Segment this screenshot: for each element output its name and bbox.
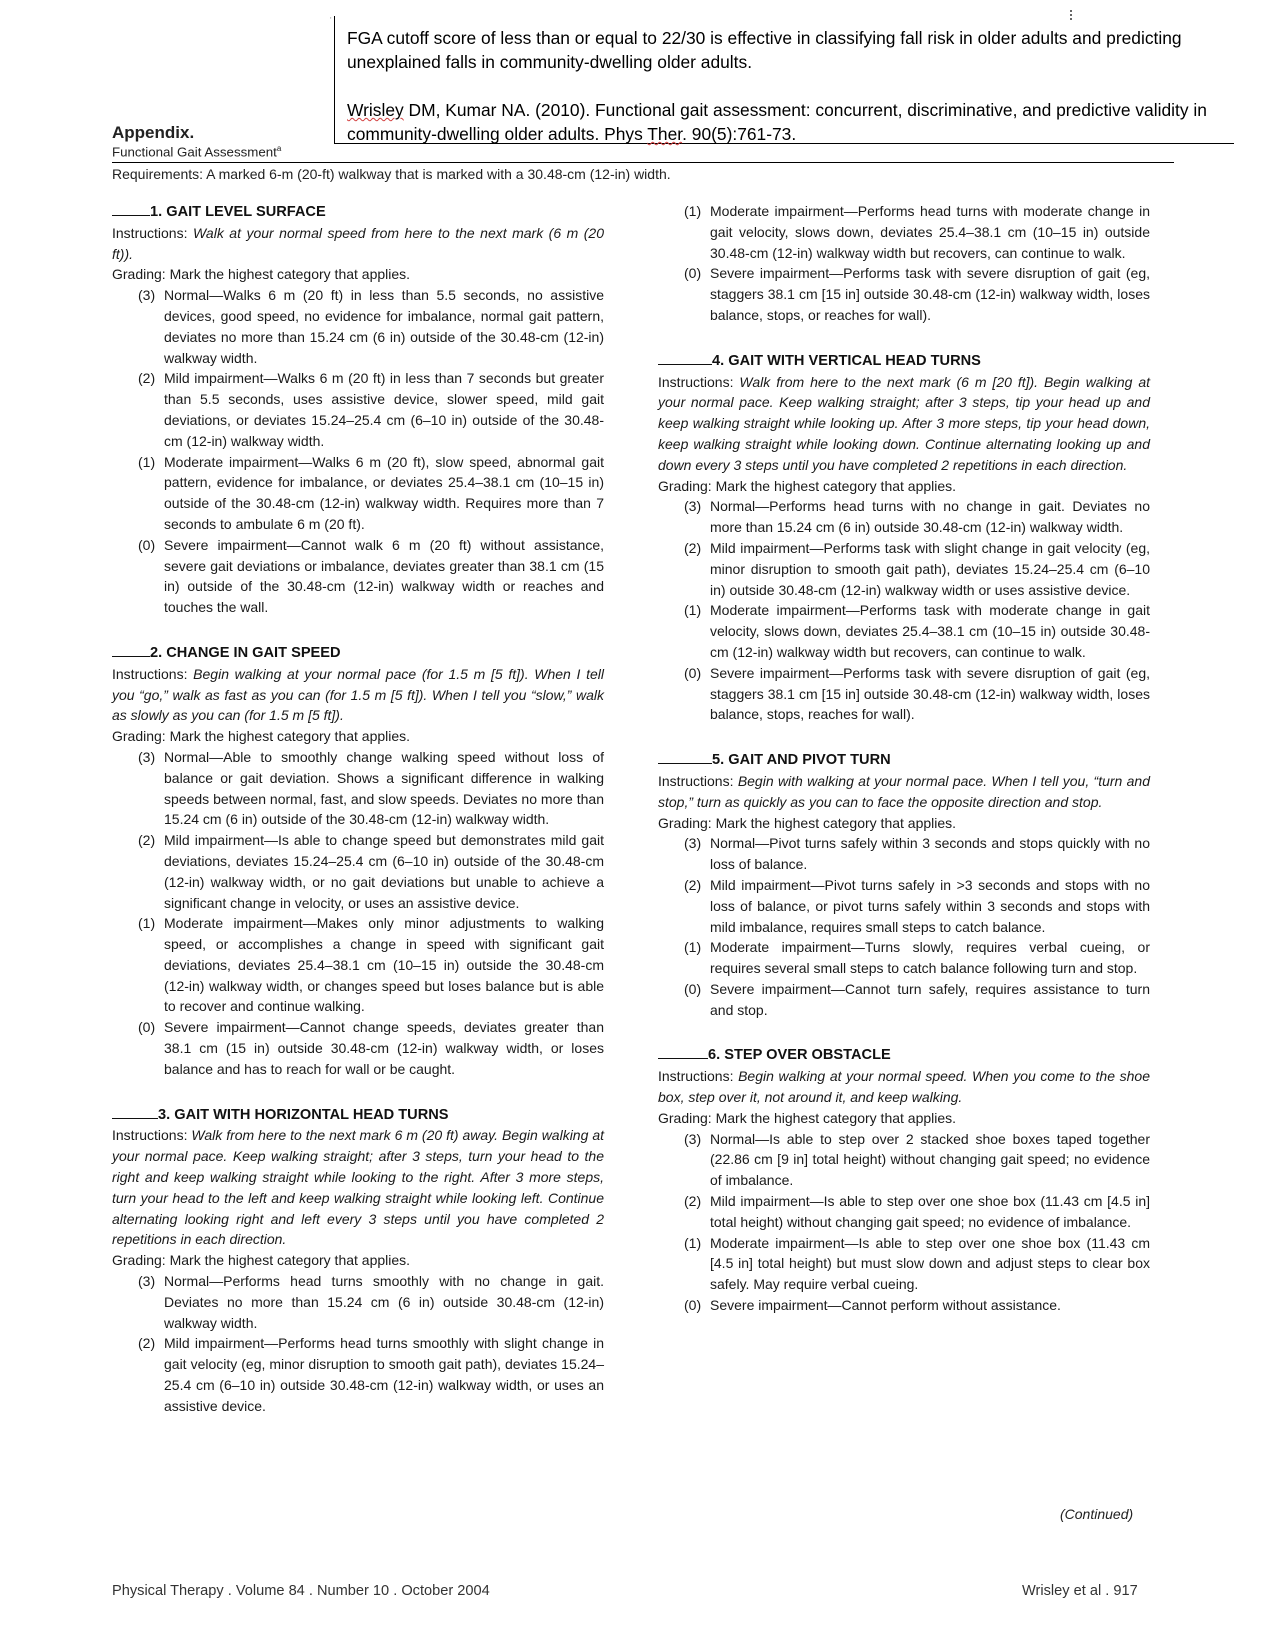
grading-line: Grading: Mark the highest category that applies. — [658, 1109, 957, 1126]
footnote-marker: a — [276, 144, 282, 153]
footer-journal: Physical Therapy . Volume 84 . Number 10 . October 2004 — [112, 1583, 490, 1599]
grade-level: (3) Normal—Performs head turns smoothly with no change in gait. Deviates no more than 15.24 cm (6 in) outside 30.48-cm (12-in) walkway width. — [138, 1273, 604, 1331]
grade-level: (1) Moderate impairment—Performs head turns with moderate change in gait velocity, slows down, deviates 25.4–38.1 cm (10–15 in) outside 30.48-cm (12-in) walkway width but recovers, can continue to walk. — [684, 203, 1150, 261]
item-instructions: Instructions: Begin with walking at your normal pace. When I tell you, “turn and stop,” turn as quickly as you can to face the opposite direction and stop. — [658, 772, 1151, 810]
appendix-heading — [112, 124, 281, 159]
item-title: 6. STEP OVER OBSTACLE — [708, 1047, 891, 1064]
grade-level: (2) Mild impairment—Performs head turns smoothly with slight change in gait velocity (eg, minor disruption to smooth gait path), deviates 15.24–25.4 cm (6–10 in) outside 30.48-cm (12-in) walkway width, or uses an assistive device. — [138, 1335, 604, 1414]
grade-level: (0) Severe impairment—Performs task with severe disruption of gait (eg, staggers 38.1 cm [15 in] outside 30.48-cm (12-in) walkway width, loses balance, stops, or reaches for wall). — [684, 265, 1150, 323]
assessment-item-3 — [112, 1104, 604, 1417]
grade-level: (2) Mild impairment—Walks 6 m (20 ft) in less than 7 seconds but greater than 5.5 seconds, uses assistive device, slower speed, mild gait deviations, or deviates 15.24–25.4 cm (6–10 in) outside of the 30.48-cm (12-in) walkway width. — [138, 370, 604, 449]
grade-level: (1) Moderate impairment—Is able to step over one shoe box (11.43 cm [4.5 in] total height) but must slow down and adjust steps to clear box safely. May require verbal cueing. — [684, 1234, 1150, 1293]
reference-citation: . 90(5):761-73. — [682, 124, 797, 144]
score-blank[interactable] — [112, 201, 150, 216]
grade-level: (2) Mild impairment—Is able to change speed but demonstrates mild gait deviations, deviates 15.24–25.4 cm (6–10 in) outside of the 30.48-cm (12-in) walkway width, or no gait deviations but unable to achieve a significant change in velocity, or uses an assistive device. — [138, 832, 604, 911]
assessment-item-4 — [658, 350, 1150, 725]
score-blank[interactable] — [658, 749, 712, 764]
grade-level: (3) Normal—Able to smoothly change walking speed without loss of balance or gait deviation. Shows a significant difference in walking speeds between normal, fast, and slow speeds. Deviates no more than 15.24 cm (6 in) outside of the 30.48-cm (12-in) walkway width. — [138, 748, 604, 828]
appendix-title: Appendix. — [112, 123, 195, 142]
assessment-item-1 — [112, 201, 604, 618]
assessment-item-6 — [658, 1044, 1150, 1315]
grading-line: Grading: Mark the highest category that applies. — [112, 266, 411, 283]
grade-level: (0) Severe impairment—Cannot change speeds, deviates greater than 38.1 cm (15 in) outside 30.48-cm (12-in) walkway width, or loses balance and has to reach for wall or be caught. — [138, 1019, 604, 1077]
callout-summary: FGA cutoff score of less than or equal to 22/30 is effective in classifying fall risk in older adults and predicting unexplained falls in community-dwelling older adults. — [347, 28, 1182, 72]
grading-line: Grading: Mark the highest category that applies. — [112, 728, 411, 745]
reference-author: Wrisley — [347, 100, 404, 120]
grade-level: (2) Mild impairment—Performs task with slight change in gait velocity (eg, minor disruption to smooth gait path), deviates 15.24–25.4 cm (6–10 in) outside 30.48-cm (12-in) walkway width or uses assistive device. — [684, 539, 1150, 598]
grading-line: Grading: Mark the highest category that applies. — [112, 1252, 411, 1269]
grade-level: (3) Normal—Pivot turns safely within 3 seconds and stops quickly with no loss of balance. — [684, 835, 1150, 873]
grading-line: Grading: Mark the highest category that applies. — [658, 814, 957, 831]
item-instructions: Instructions: Begin walking at your normal pace (for 1.5 m [5 ft]). When I tell you “go,” walk as fast as you can (for 1.5 m [5 ft]). When I tell you “slow,” walk as slowly as you can (for 1.5 m [5 ft]). — [112, 665, 604, 724]
grade-level: (0) Severe impairment—Cannot turn safely, requires assistance to turn and stop. — [684, 980, 1150, 1018]
callout-reference — [347, 98, 1234, 146]
grade-level: (0) Severe impairment—Cannot walk 6 m (20 ft) without assistance, severe gait deviations or imbalance, deviates greater than 38.1 cm (15 in) outside of the 30.48-cm (12-in) walkway width or reaches and touches the wall. — [138, 536, 604, 616]
item-title: 4. GAIT WITH VERTICAL HEAD TURNS — [712, 352, 981, 369]
right-column — [658, 201, 1150, 1316]
assessment-item-5 — [658, 749, 1150, 1020]
grade-level: (1) Moderate impairment—Performs task with moderate change in gait velocity, slows down, deviates 25.4–38.1 cm (10–15 in) outside 30.48-cm (12-in) walkway width but recovers, can continue to walk. — [684, 602, 1150, 660]
grade-level: (0) Severe impairment—Performs task with severe disruption of gait (eg, staggers 38.1 cm [15 in] outside 30.48-cm (12-in) walkway width, loses balance, stops, reaches for wall). — [684, 664, 1150, 723]
grading-line: Grading: Mark the highest category that applies. — [658, 477, 957, 494]
footer-page-number: Wrisley et al . 917 — [1022, 1583, 1138, 1599]
score-blank[interactable] — [658, 1044, 708, 1059]
item-instructions: Instructions: Walk at your normal speed from here to the next mark (6 m (20 ft)). — [112, 224, 604, 262]
assessment-item-3-continued — [658, 201, 1150, 326]
assessment-item-2 — [112, 642, 604, 1080]
grade-level: (2) Mild impairment—Is able to step over one shoe box (11.43 cm [4.5 in] total height) without changing gait speed; no evidence of imbalance. — [684, 1193, 1150, 1230]
callout-box — [334, 16, 1234, 144]
header-rule — [112, 162, 1174, 163]
grade-level: (1) Moderate impairment—Makes only minor adjustments to walking speed, or accomplishes a change in speed with significant gait deviations, deviates 25.4–38.1 cm (10–15 in) outside the 30.48-cm (12-in) walkway width, or changes speed but loses balance but is able to recover and continue walking. — [138, 915, 604, 1015]
grade-level: (1) Moderate impairment—Turns slowly, requires verbal cueing, or requires several small steps to catch balance following turn and stop. — [684, 939, 1150, 977]
score-blank[interactable] — [112, 1104, 158, 1119]
continued-note: (Continued) — [1060, 1506, 1134, 1522]
appendix-subtitle — [112, 142, 281, 159]
left-column — [112, 201, 604, 1417]
item-instructions: Instructions: Walk from here to the next mark 6 m (20 ft) away. Begin walking at your normal pace. Keep walking straight; after 3 steps, turn your head to the right and keep walking straight while looking to the right. After 3 more steps, turn your head to the left and keep walking straight while looking left. Continue alternating looking right and left every 3 steps until you have completed 2 repetitions in each direction. — [112, 1127, 604, 1248]
grade-level: (2) Mild impairment—Pivot turns safely in >3 seconds and stops with no loss of balance, or pivot turns safely within 3 seconds and stops with mild imbalance, requires small steps to catch balance. — [684, 876, 1150, 935]
grade-level: (3) Normal—Is able to step over 2 stacked shoe boxes taped together (22.86 cm [9 in] total height) without changing gait speed; no evidence of imbalance. — [684, 1130, 1150, 1189]
grade-level: (3) Normal—Performs head turns with no change in gait. Deviates no more than 15.24 cm (6 in) outside 30.48-cm (12-in) walkway width. — [684, 498, 1150, 536]
item-title: 3. GAIT WITH HORIZONTAL HEAD TURNS — [158, 1106, 449, 1123]
item-title: 1. GAIT LEVEL SURFACE — [150, 204, 326, 220]
score-blank[interactable] — [112, 642, 150, 657]
reference-body: DM, Kumar NA. (2010). Functional gait assessment: concurrent, discriminative, and predictive validity in community-dwelling older adults. Phys — [347, 100, 1207, 144]
item-instructions: Instructions: Walk from here to the next mark (6 m [20 ft]). Begin walking at your normal pace. Keep walking straight; after 3 steps, tip your head up and keep walking straight while looking up. After 3 more steps, tip your head down, keep walking straight while looking down. Continue alternating looking up and down every 3 steps until you have completed 2 repetitions in each direction. — [658, 373, 1150, 473]
grade-level: (1) Moderate impairment—Walks 6 m (20 ft), slow speed, abnormal gait pattern, evidence for imbalance, or deviates 25.4–38.1 cm (10–15 in) outside of the 30.48-cm (12-in) walkway width. Requires more than 7 seconds to ambulate 6 m (20 ft). — [138, 453, 604, 532]
reference-journal: Ther — [647, 124, 683, 144]
item-instructions: Instructions: Begin walking at your normal speed. When you come to the shoe box, step over it, not around it, and keep walking. — [658, 1068, 1150, 1106]
item-title: 2. CHANGE IN GAIT SPEED — [150, 644, 341, 661]
scan-mark: ' — [330, 16, 332, 25]
grade-level: (0) Severe impairment—Cannot perform without assistance. — [684, 1297, 1061, 1314]
requirements-text: Requirements: A marked 6-m (20-ft) walkway that is marked with a 30.48-cm (12-in) width. — [112, 166, 671, 182]
grade-level: (3) Normal—Walks 6 m (20 ft) in less than 5.5 seconds, no assistive devices, good speed, no evidence for imbalance, normal gait pattern, deviates no more than 15.24 cm (6 in) outside of the 30.48-cm (12-in) walkway width. — [138, 287, 604, 366]
item-title: 5. GAIT AND PIVOT TURN — [712, 752, 891, 769]
appendix-subtitle-text: Functional Gait Assessment — [112, 144, 277, 160]
score-blank[interactable] — [658, 350, 712, 365]
